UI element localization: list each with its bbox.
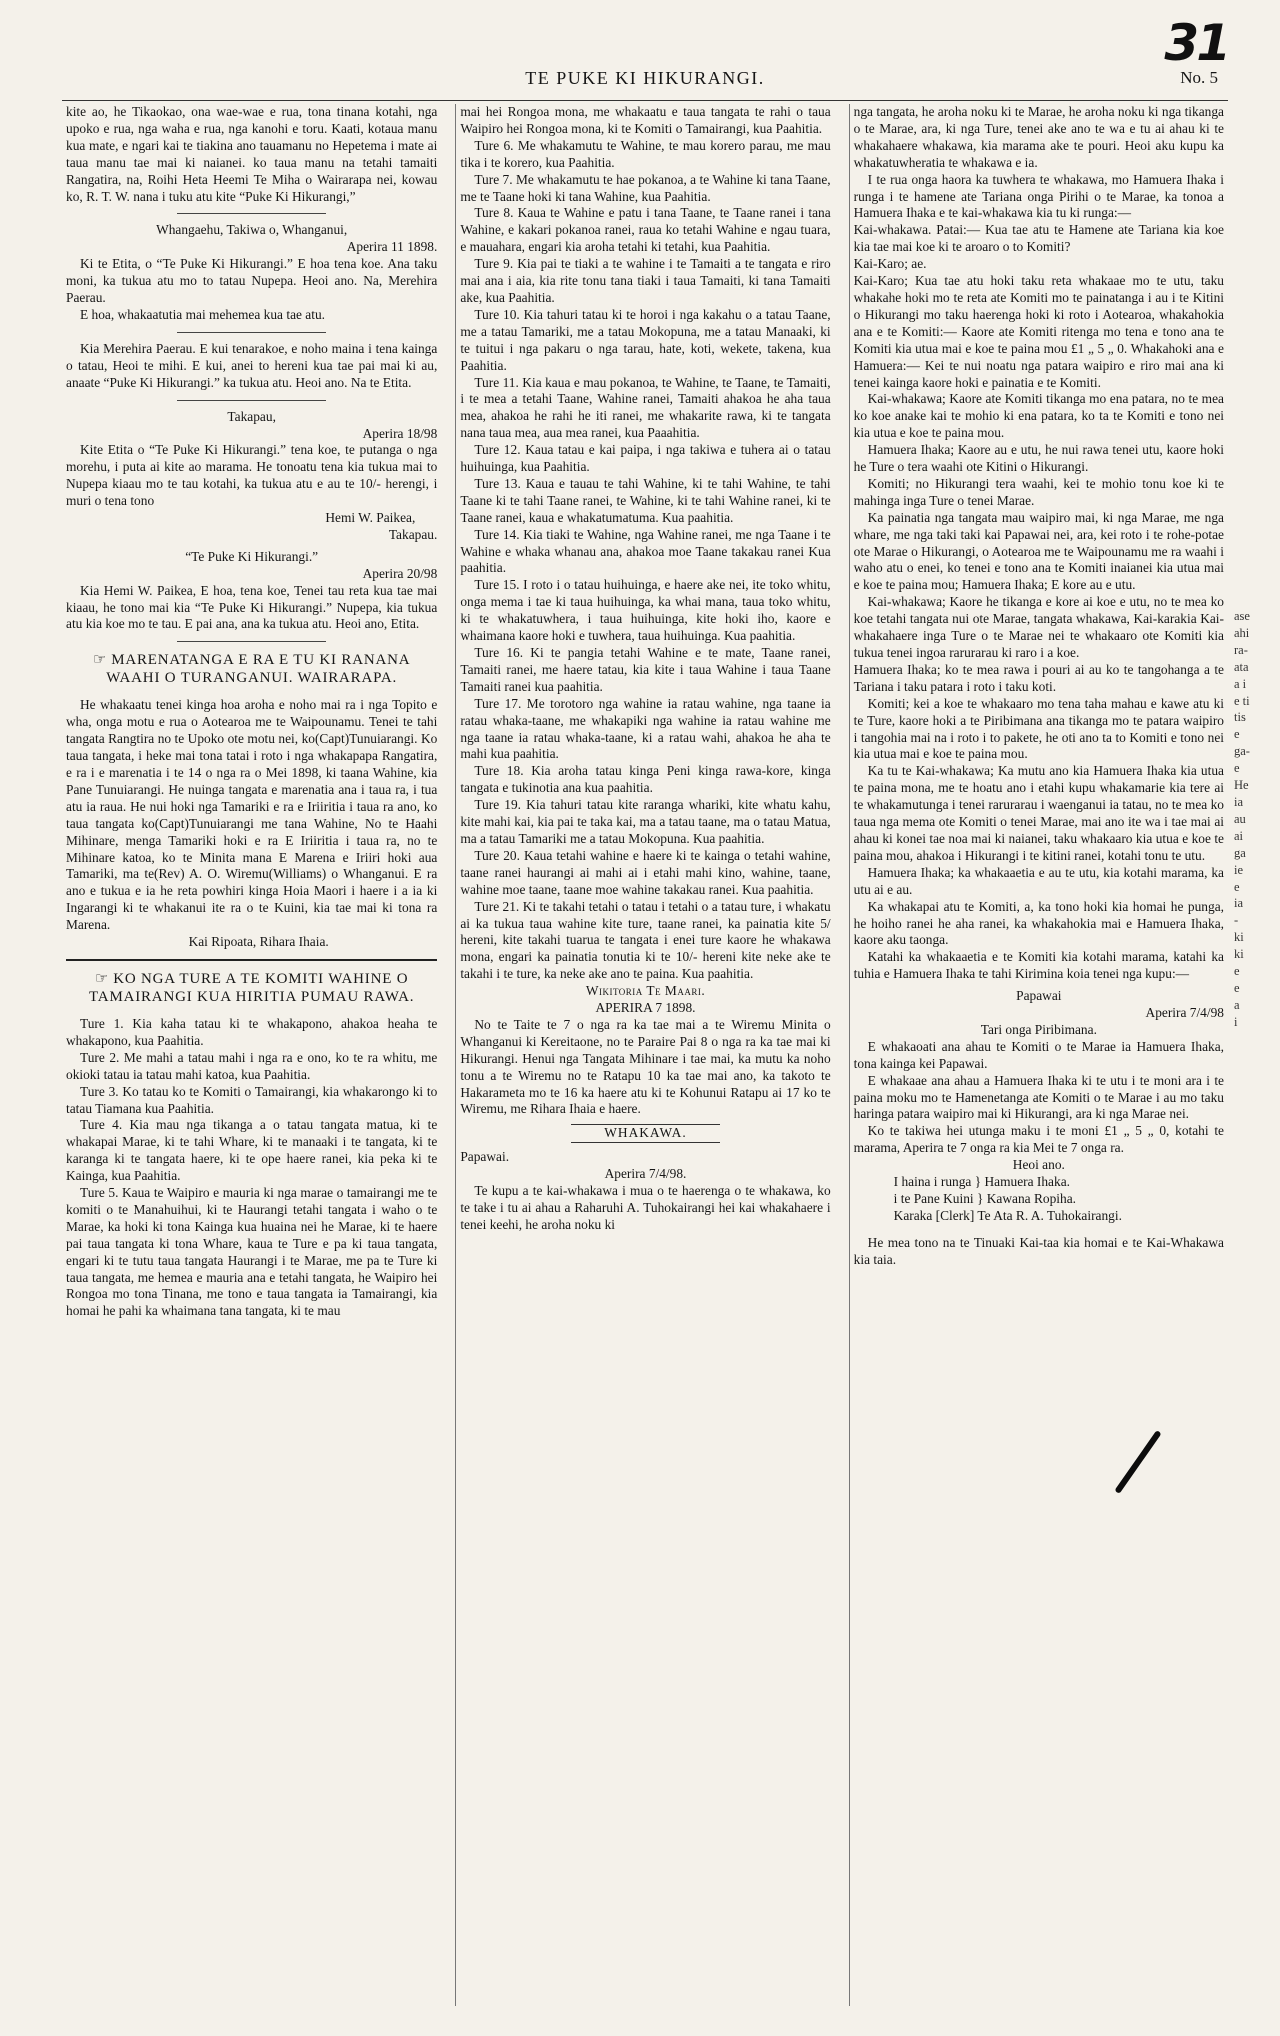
ture-item: Ture 13. Kaua e tauau te tahi Wahine, ki te tahi Wahine, te tahi Taane ki te tahi Taane ranei, te Wahine, ki te tahi Wahine ranei, ki te Taane ranei, kaua e whakatumatuma. Kua paahitia.: [460, 475, 831, 525]
edge-fragment: He: [1234, 778, 1249, 793]
edge-fragment: ia: [1234, 896, 1244, 911]
column-2: [455, 104, 834, 2006]
ture-item: Ture 12. Kaua tatau e kai paipa, i nga takiwa e tuhera ai o tatau huihuinga, kua Paahitia.: [460, 442, 831, 475]
handwritten-page-number: 31: [1164, 14, 1228, 72]
edge-fragment: ga: [1234, 845, 1246, 860]
letter-3-body: Kia Hemi W. Paikea, E hoa, tena koe, Tenei tau reta kua tae mai kiaau, he tono mai kia “Te Puke Ki Hikurangi.” Nupepa, kia tukua atu kia koe mo te tau. E pai ana, ana ka tukua atu. Heoi ano, Etita.: [66, 582, 438, 632]
whakawa-heading: WHAKAWA.: [571, 1124, 719, 1143]
divider: [177, 213, 326, 214]
dialogue-line: Kai-whakawa. Patai:— Kua tae atu te Hamene ate Tariana kia koe kia tae mai koe ki te aroaro o to Komiti?: [853, 222, 1224, 255]
masthead: [62, 14, 1228, 101]
letter-2-date: Aperira 18/98: [362, 425, 438, 441]
dialogue-line: Kai-Karo; Kua tae atu hoki taku reta whakaae mo te utu, taku whakahe hoki mo te reta ate Komiti mo te painatanga i au i te Kitini o Hikurangi mo taku haerenga hoki ki roto i Aotearoa, whakahokia ana e te Komiti:— Kaore ate Komiti ritenga mo tena e tono ana te Komiti kia utua mai e koe te paina mou £1 „ 5 „ 0. Whakahoki ana e Hamuera:— Kei te nui noatu nga patara waipiro e riro mai ana ki tenei kainga kaore hoki e painatia e te Komiti.: [853, 273, 1224, 390]
kirimina-date: Aperira 7/4/98: [1145, 1005, 1224, 1021]
column-3: [849, 104, 1228, 2006]
ture-item: Ture 5. Kaua te Waipiro e mauria ki nga marae o tamairangi me te komiti o te Manahuihui, ki te Haurangi tetahi tangata i waho o te Marae, ka hoki ki tona Kainga kua huaina nei he Marae, ki te haere pai taua tangata ki tona Whare, kaua te Ture e pa ki taua tangata, engari ki te tutu taua tangata Haurangi i te Marae, me pa te Ture ki taua tangata, me hemea e mauria ana e tetahi tangata, he Waipiro hei Rongoa mo tona Tinana, me tono e taua tangata ia Tamairangi, kia homai he pahi ka whaimana tana tangata, ki te mau: [66, 1185, 438, 1319]
marena-heading-text: MARENATANGA E RA E TU KI RANANA WAAHI O TURANGANUI. WAIRARAPA.: [106, 652, 411, 687]
intro-paragraph: kite ao, he Tikaokao, ona wae-wae e rua, tona tinana kotahi, nga upoko e rua, nga waha e rua, nga kanohi e toru. Kaati, kotaua manu kua mate, e ngari kai te tiakina ano tauamanu no Hepetema i mate ai taua manu tae mai ki naianei. ko taua manu na tetahi tamaiti Rangatira, na, Roihi Heta Heemi Te Miha o Wairarapa nei, kowau ko, R. T. W. nana i tuku atu kite “Puke Ki Hikurangi,”: [66, 104, 438, 204]
closing-note: He mea tono na te Tinuaki Kai-taa kia homai e te Kai-Whakawa kia taia.: [853, 1234, 1224, 1267]
dialogue-line: Kai-whakawa; Kaore ate Komiti tikanga mo ena patara, no te mea ko koe anake kai te mohio ki ena patara, ko ta te Komiti e tono nei kia utua e koe te paina mou.: [853, 391, 1224, 441]
dialogue-line: Kai-Karo; ae.: [853, 256, 927, 272]
letter-2-body: Kite Etita o “Te Puke Ki Hikurangi.” tena koe, te putanga o nga morehu, i puta ai kite ao marama. He tonoatu tena kia tukua mai to Nupepa kiaau mo te tau kotahi, ka tukua atu e au te 10/- herengi, i muri o tena tono: [66, 442, 438, 509]
ture-item: Ture 20. Kaua tetahi wahine e haere ki te kainga o tetahi wahine, taane ranei haurangi ai mahi ai i etahi mahi kino, wahine, taane, wahine moe taane, taane moe wahine takakau ranei. Kua paahitia.: [460, 847, 831, 897]
dialogue-line: Ka whakapai atu te Komiti, a, ka tono hoki kia homai he punga, he hoiho ranei he aha ranei, ka whakahokia mai e Hamuera Ihaka, kaore aku taonga.: [853, 898, 1224, 948]
kirimina-heoi: Heoi ano.: [1012, 1157, 1065, 1173]
column-1: [62, 104, 441, 2006]
signature-line: i te Pane Kuini } Kawana Ropiha.: [893, 1191, 1076, 1206]
ture-date: APERIRA 7 1898.: [595, 1000, 696, 1016]
edge-fragment: e: [1234, 964, 1240, 979]
letter-2-signature: Hemi W. Paikea,: [325, 510, 416, 526]
signature-line: I haina i runga } Hamuera Ihaka.: [893, 1174, 1070, 1190]
ture-item: Ture 2. Me mahi a tatau mahi i nga ra e ono, ko te ra whitu, me okioki tatau ia tatau mahi katoa, kua Paahitia.: [66, 1049, 438, 1082]
edge-fragment: -: [1234, 913, 1239, 928]
ture-item: Ture 10. Kia tahuri tatau ki te horoi i nga kakahu o a tatau Taane, me a tatau Tamariki, me a tatau Mokopuna, me a tatau Manaaki, ki te tuitui i nga pakaru o nga tarau, hate, koti, wekete, takena, kua Paahitia.: [460, 306, 831, 373]
ture-item: Ture 21. Ki te takahi tetahi o tatau i tetahi o a tatau ture, i whakatu ai ka tukua taua wahine kite ture, taane ranei, ka painatia kite 5/ hereni, kite takahi tuarua te tangata i enei ture kaore he whakawa mona, engari ka painatia tonutia ki te 10/- hereni kite neke ake te takahi i te ture, ka neke ake ano te paina. Kua paahitia.: [460, 898, 831, 982]
ture-item: Ture 6. Me whakamutu te Wahine, te mau korero parau, me mau tika i te korero, kua Paahitia.: [460, 137, 831, 170]
kirimina-signatures: [894, 1174, 1224, 1225]
divider: [177, 400, 326, 401]
signature-line: Karaka [Clerk] Te Ata R. A. Tuhokairangi.: [893, 1207, 1122, 1223]
edge-fragment: a: [1234, 997, 1240, 1012]
dialogue-line: Kai-whakawa; Kaore he tikanga e kore ai koe e utu, no te mea ko koe tetahi tangata nui ote Marae, tangata whakawa, Kai-karakia Kai-whakahaere inga Ture o te Marae nei te whakaaro ote Komiti kia tukua tenei ingoa rarurarau ki raro i a koe.: [853, 594, 1224, 660]
ture-item: Ture 8. Kaua te Wahine e patu i tana Taane, te Taane ranei i tana Wahine, e kakari pokanoa ranei, raua ko tetahi Wahine e ngau tuara, e mauahara, engari kia aroha tetahi ki tetahi, kua Paahitia.: [460, 205, 831, 255]
ture-item: Ture 15. I roto i o tatau huihuinga, e haere ake nei, ite toko whitu, onga mema i tae ki taua huihuinga, ka whai mana, taua toko whitu, ki te whakatuwhera, i taua huihuinga, kite hoki iho, kaore e whaimana kaore hoki e tuwhera, taua huihuinga. Kua paahitia.: [460, 577, 831, 644]
whakawa-continuation: nga tangata, he aroha noku ki te Marae, he aroha noku ki nga tikanga o te Marae, ara, ki nga Ture, tenei ake ano te wa e tu ai ahau ki te whakahaere whakawa, kia marama ake te pouri. Heoi aku kupu ka whakatuwheratia te whakawa e ia.: [853, 104, 1224, 170]
ture-item: Ture 4. Kia mau nga tikanga a o tatau tangata matua, ki te whakapai Marae, ki te tahi Whare, ki te manaaki i te tangata, ki te karanga ki te tangata haere, ki te ope haere ranei, kia peka ki te Kainga, kua Paahitia.: [66, 1117, 438, 1184]
ture-item: Ture 3. Ko tatau ko te Komiti o Tamairangi, kia whakarongo ki to tatau Tiamana kua Paahitia.: [66, 1083, 438, 1116]
edge-fragment: e: [1234, 980, 1240, 995]
kirimina-paragraph: E whakaae ana ahau a Hamuera Ihaka ki te utu i te moni ara i te paina moku mo te Hamenetanga ate Komiti o te Marae i au mo taku haringa patara waipiro mai ki Hikurangi, ara ki nga Marae nei.: [853, 1072, 1224, 1122]
edge-fragment: ga-: [1234, 744, 1250, 759]
whakawa-paragraph: I te rua onga haora ka tuwhera te whakawa, mo Hamuera Ihaka i runga i te hamene ate Tariana onga Pirihi o te Marae, ka tonoa a Hamuera Ihaka e te kai-whakawa kia tu ki runga:—: [853, 171, 1224, 221]
ture-item: Ture 17. Me torotoro nga wahine ia ratau wahine, nga taane ia ratau whaka-taane, me whakapiki nga wahine ia ratau wahine me nga taane ia ratau whaka-taane, ki a ratau wahi, ahakoa he aha te mahi kua paahitia.: [460, 695, 831, 762]
kirimina-paragraph: Ko te takiwa hei utunga maku i te moni £1 „ 5 „ 0, kotahi te marama, Aperira te 7 onga ra kia Mei te 7 onga ra.: [853, 1123, 1224, 1156]
ture-item: Ture 1. Kia kaha tatau ki te whakapono, ahakoa heaha te whakapono, kua Paahitia.: [66, 1015, 438, 1048]
edge-fragment: e ti: [1234, 693, 1250, 708]
adjacent-page-edge-text: [1234, 608, 1278, 1031]
letter-1-body: Ki te Etita, o “Te Puke Ki Hikurangi.” E hoa tena koe. Ana taku moni, ka tukua atu mo to tatau Nupepa. Heoi ano. Na, Merehira Paerau.: [66, 256, 438, 306]
edge-fragment: ki: [1234, 930, 1244, 945]
edge-fragment: a i: [1234, 676, 1247, 691]
ture-signature: Wikitoria Te Maari.: [585, 983, 706, 999]
edge-fragment: ase: [1234, 609, 1250, 623]
marena-body: He whakaatu tenei kinga hoa aroha e noho mai ra i nga Topito e wha, onga motu e rua o Aotearoa me te Waipounamu. Tenei te tahi tangata Rangtira no te Upoko ote motu nei, ko(Capt)Tunuiarangi. Ko taua tangata, i heke mai tona tatai i roto i nga whakapapa Rangatira, e ra i e marenatia i te 14 o nga ra o Mei 1898, ki taana Wahine, kia Pane Tunuiarangi. He nuinga tangata e marenatia ana i taua ra, i tua atu ia raua. He nui hoki nga Tamariki e ra e Iriiritia i taua ra ano, ko taua tangata ko(Capt)Tunuiarangi me tana Wahine, No te Haahi Mihinare, menga Tamariki hoki e ra E Iriiritia i taua ra, no te Mihinare katoa, ko te Minita mana E Marena e Iriiri hoki aua Tamariki, ma te(Rev) A. O. Wiremu(Williams) o Whanganui. E ra ano e tukua e ia he reta powhiri kinga Hoia Maori i haere i a ia ki Ingarangi ki te whakanui ite ra o te Kuini, kia tae mai ki tona ra Marena.: [66, 697, 438, 933]
whakawa-place: Papawai.: [460, 1149, 510, 1165]
dialogue-line: Ka painatia nga tangata mau waipiro mai, ki nga Marae, me nga whare, me nga taki taki kai Papawai nei, ara, kei roto i te rohe-potae ote Marae o Hikurangi, o Aotearoa me te Waipounamu me ra waahi i waho atu o enei, ko tenei e tono ana te Komiti inaianei kia utua mai e koe te paina mou; Hamuera Ihaka; E kore au e utu.: [853, 509, 1224, 593]
dialogue-line: Hamuera Ihaka; Kaore au e utu, he nui rawa tenei utu, kaore hoki he Ture o tera waahi ote Kitini o Hikurangi.: [853, 442, 1224, 475]
kirimina-place: Papawai: [1016, 988, 1062, 1004]
ture-heading-text: KO NGA TURE A TE KOMITI WAHINE O TAMAIRANGI KUA HIRITIA PUMAU RAWA.: [89, 970, 415, 1005]
edge-fragment: ai: [1234, 828, 1244, 843]
masthead-title: TE PUKE KI HIKURANGI.: [525, 68, 765, 88]
marena-signature: Kai Ripoata, Rihara Ihaia.: [188, 934, 329, 950]
letter-1-reply: Kia Merehira Paerau. E kui tenarakoe, e noho maina i tena kainga o tatau, Heoi te mihi. E kui, anei to hereni kua tae pai mai ki au, anaate “Puke Ki Hikurangi.” ka tukua atu. Heoi ano. Na te Etita.: [66, 340, 438, 390]
dialogue-line: Komiti; kei a koe te whakaaro mo tena taha mahau e kawe atu ki te Ture, kaore hoki a te Piribimana ana tikanga mo te patara waipiro i tangohia mai na i roto i to pakete, he oti ano ta to Komiti e tono nei kia utua mai e koe te paina mou.: [853, 695, 1224, 762]
divider-thick: [66, 959, 437, 961]
divider: [177, 641, 326, 642]
article-columns: [62, 104, 1228, 2006]
dialogue-line: Komiti; no Hikurangi tera waahi, kei te mohio tonu koe ki te mahinga inga Ture o tenei Marae.: [853, 475, 1224, 508]
whakawa-body: Te kupu a te kai-whakawa i mua o te haerenga o te whakawa, ko te take i tu ai ahau a Raharuhi A. Tuhokairangi hei kai whakahaere i tenei keehi, he aroha noku ki: [460, 1183, 831, 1232]
ture-item: Ture 16. Ki te pangia tetahi Wahine e te mate, Taane ranei, Tamaiti ranei, me haere tatau, kia kite i taua Wahine i taua Taane Tamaiti ranei kua paahitia.: [460, 645, 831, 694]
edge-fragment: ata: [1234, 659, 1249, 674]
kirimina-paragraph: E whakaoati ana ahau te Komiti o te Marae ia Hamuera Ihaka, tona kainga kei Papawai.: [853, 1038, 1224, 1071]
letter-1-postscript: E hoa, whakaatutia mai mehemea kua tae atu.: [80, 306, 326, 322]
edge-fragment: ahi: [1234, 625, 1250, 640]
divider: [177, 332, 326, 333]
marena-heading: [66, 650, 437, 687]
ture-item: Ture 18. Kia aroha tatau kinga Peni kinga rawa-kore, kinga tangata e tukinotia ana kua paahitia.: [460, 763, 831, 796]
dialogue-line: Katahi ka whakaaetia e te Komiti kia kotahi marama, katahi ka tuhia e Hamuera Ihaka te tahi Kirimina koia tenei nga kupu:—: [853, 949, 1224, 982]
edge-fragment: ie: [1234, 862, 1244, 877]
edge-fragment: i: [1234, 1014, 1238, 1029]
ture-item: Ture 14. Kia tiaki te Wahine, nga Wahine ranei, me nga Taane i te Wahine e whaka whanau ana, ahakoa moe Taane takakau ranei Kua paahitia.: [460, 526, 831, 576]
ture-5-continuation: mai hei Rongoa mona, me whakaatu e taua tangata te rahi o taua Waipiro hei Rongoa mona, ki te Komiti o Tamairangi, kua Paahitia.: [460, 104, 831, 136]
letter-1-date: Aperira 11 1898.: [346, 239, 438, 255]
letter-1-place: Whangaehu, Takiwa o, Whanganui,: [156, 222, 348, 238]
letter-3-heading: “Te Puke Ki Hikurangi.”: [185, 548, 319, 564]
dialogue-line: Hamuera Ihaka; ko te mea rawa i pouri ai au ko te tangohanga a te Tariana i taku patara i roto i taku koti.: [853, 661, 1224, 694]
edge-fragment: au: [1234, 811, 1246, 826]
letter-3-date: Aperira 20/98: [362, 565, 438, 581]
whakawa-date: Aperira 7/4/98.: [604, 1166, 687, 1182]
issue-number: No. 5: [1180, 68, 1218, 87]
dialogue-line: Ka tu te Kai-whakawa; Ka mutu ano kia Hamuera Ihaka kia utua te paina mona, me te hoatu ano i etahi kupu whakamarie kia tere ai te whakamutunga i tenei rarurarau i waenganui ia tatau, no te mea ko taua nga mema ote Komiti o tenei Marae, mai ano ite wa i tae mai ai ahau ki konei tae noa mai ki naianei, taku whakaaro kia utua e koe te paina mou, ahakoa i Hikurangi i te kitini ranei, kotahi tonu te utu.: [853, 763, 1224, 863]
letter-2-signature-place: Takapau.: [388, 526, 438, 542]
edge-fragment: e: [1234, 879, 1240, 894]
edge-fragment: tis: [1234, 710, 1246, 725]
notice-paragraph: No te Taite te 7 o nga ra ka tae mai a te Wiremu Minita o Whanganui ki Kereitaone, no te Paraire Pai 8 o nga ra ka tae mai ki Hikurangi. Henui nga Tangata Mihinare i tae mai, ka mutu ka noho tonu a te Wiremu no te Ratapu 10 ka tae mai ano, ka takoto te Hakarameta mo te 16 ka haere atu ki te Kohunui Ratapu ai 17 ko te Wiremu, me Rihara Ihaia e haere.: [460, 1016, 831, 1117]
dialogue-line: Hamuera Ihaka; ka whakaaetia e au te utu, kia kotahi marama, ka utu ai e au.: [853, 864, 1224, 897]
ture-item: Ture 9. Kia pai te tiaki a te wahine i te Tamaiti a te tangata e riro mai ana i aia, kia rite tonu tana tiaki i taua Tamaiti, ki tana Tamaiti ake, kua Paahitia.: [460, 256, 831, 305]
edge-fragment: ki: [1234, 947, 1244, 962]
letter-2-place: Takapau,: [227, 408, 276, 424]
edge-fragment: ia: [1234, 794, 1244, 809]
ture-item: Ture 19. Kia tahuri tatau kite raranga whariki, kite whatu kahu, kite mahi kai, kia pai te taka kai, ma a tatau taane, ma o tatau Matua, ma a tatau Tamariki me a tatau Mokopuna. Kua paahitia.: [460, 797, 831, 846]
kirimina-office: Tari onga Piribimana.: [980, 1021, 1097, 1037]
ture-item: Ture 7. Me whakamutu te hae pokanoa, a te Wahine ki tana Taane, me te Taane hoki ki tana Wahine, kua Paahitia.: [460, 171, 831, 204]
edge-fragment: ra-: [1234, 642, 1248, 657]
ture-heading: [66, 969, 437, 1006]
edge-fragment: e: [1234, 727, 1240, 742]
edge-fragment: e: [1234, 761, 1240, 776]
ture-item: Ture 11. Kia kaua e mau pokanoa, te Wahine, te Taane, te Tamaiti, i te mea a tetahi Taane, Wahine ranei, Tamaiti ahakoa he aha taua mea, ahakoa he rahi he iti ranei, me whakarite rawa, ki te tangata nana taua mea, aua mea ranei, kua Paaahitia.: [460, 374, 831, 441]
